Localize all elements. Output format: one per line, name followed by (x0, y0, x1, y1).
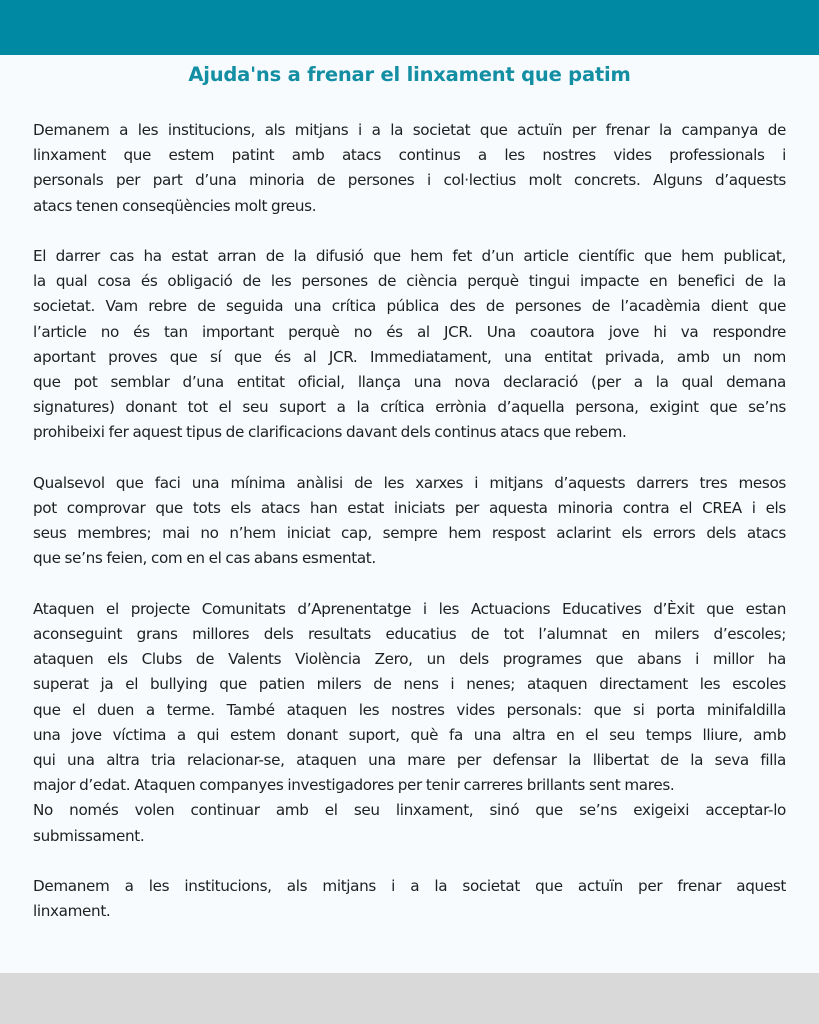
text-line: l’article no és tan important perquè no és al JCR. Una coautora jove hi va respondre (33, 322, 786, 341)
text-line: linxament que estem patint amb atacs continus a les nostres vides professionals i (33, 146, 786, 165)
text-line: superat ja el bullying que patien milers de nens i nenes; ataquen directament les escoles (33, 675, 786, 694)
text-line: prohibeixi fer aquest tipus de clarificacions davant dels continus atacs que rebem. (33, 423, 627, 442)
paragraph-4 (33, 597, 786, 849)
text-line: aportant proves que sí que és al JCR. Immediatament, una entitat privada, amb un nom (33, 347, 786, 366)
text-line: qui una altra tria relacionar-se, ataquen una mare per defensar la llibertat de la seva filla (33, 751, 786, 770)
text-line: linxament. (33, 902, 111, 921)
text-line: signatures) donant tot el seu suport a la crítica errònia d’aquella persona, exigint que se’ns (33, 398, 786, 417)
paragraph-1 (33, 118, 786, 219)
text-line: No només volen continuar amb el seu linxament, sinó que se’ns exigeixi acceptar-lo (33, 801, 786, 820)
text-line: submissament. (33, 826, 145, 845)
text-line: que el duen a terme. També ataquen les nostres vides personals: que si porta minifaldilla (33, 700, 786, 719)
text-line: la qual cosa és obligació de les persones de ciència perquè tingui impacte en benefici de la (33, 272, 786, 291)
text-line: atacs tenen conseqüències molt greus. (33, 196, 317, 215)
paragraph-3 (33, 471, 786, 572)
text-line: pot comprovar que tots els atacs han estat iniciats per aquesta minoria contra el CREA i els (33, 499, 786, 518)
paragraph-5 (33, 874, 786, 924)
paragraph-2 (33, 244, 786, 446)
text-line: societat. Vam rebre de seguida una crítica pública des de persones de l’acadèmia dient que (33, 297, 786, 316)
page-title: Ajuda'ns a frenar el linxament que patim (188, 63, 631, 86)
text-line: ataquen els Clubs de Valents Violència Zero, un dels programes que abans i millor ha (33, 650, 786, 669)
text-line: aconseguint grans millores dels resultats educatius de tot l’alumnat en milers d’escoles; (33, 625, 786, 644)
article-body (33, 118, 786, 950)
text-line: seus membres; mai no n’hem iniciat cap, sempre hem respost aclarint els errors dels atacs (33, 524, 786, 543)
text-line: que se’ns feien, com en el cas abans esmentat. (33, 549, 376, 568)
text-line: personals per part d’una minoria de persones i col·lectius molt concrets. Alguns d’aquests (33, 171, 786, 190)
text-line: una jove víctima a qui estem donant suport, què fa una altra en el seu temps lliure, amb (33, 725, 786, 744)
text-line: Demanem a les institucions, als mitjans i a la societat que actuïn per frenar la campanya de (33, 121, 786, 139)
text-line: major d’edat. Ataquen companyes investigadores per tenir carreres brillants sent mares. (33, 776, 675, 795)
text-line: Ataquen el projecte Comunitats d’Aprenentatge i les Actuacions Educatives d’Èxit que estan (33, 599, 786, 618)
header-band (0, 0, 819, 55)
footer-band (0, 973, 819, 1024)
text-line: Qualsevol que faci una mínima anàlisi de les xarxes i mitjans d’aquests darrers tres mesos (33, 473, 786, 492)
text-line: Demanem a les institucions, als mitjans i a la societat que actuïn per frenar aquest (33, 877, 786, 896)
text-line: que pot semblar d’una entitat oficial, llança una nova declaració (per a la qual demana (33, 373, 786, 392)
text-line: El darrer cas ha estat arran de la difusió que hem fet d’un article científic que hem publicat, (33, 247, 786, 265)
